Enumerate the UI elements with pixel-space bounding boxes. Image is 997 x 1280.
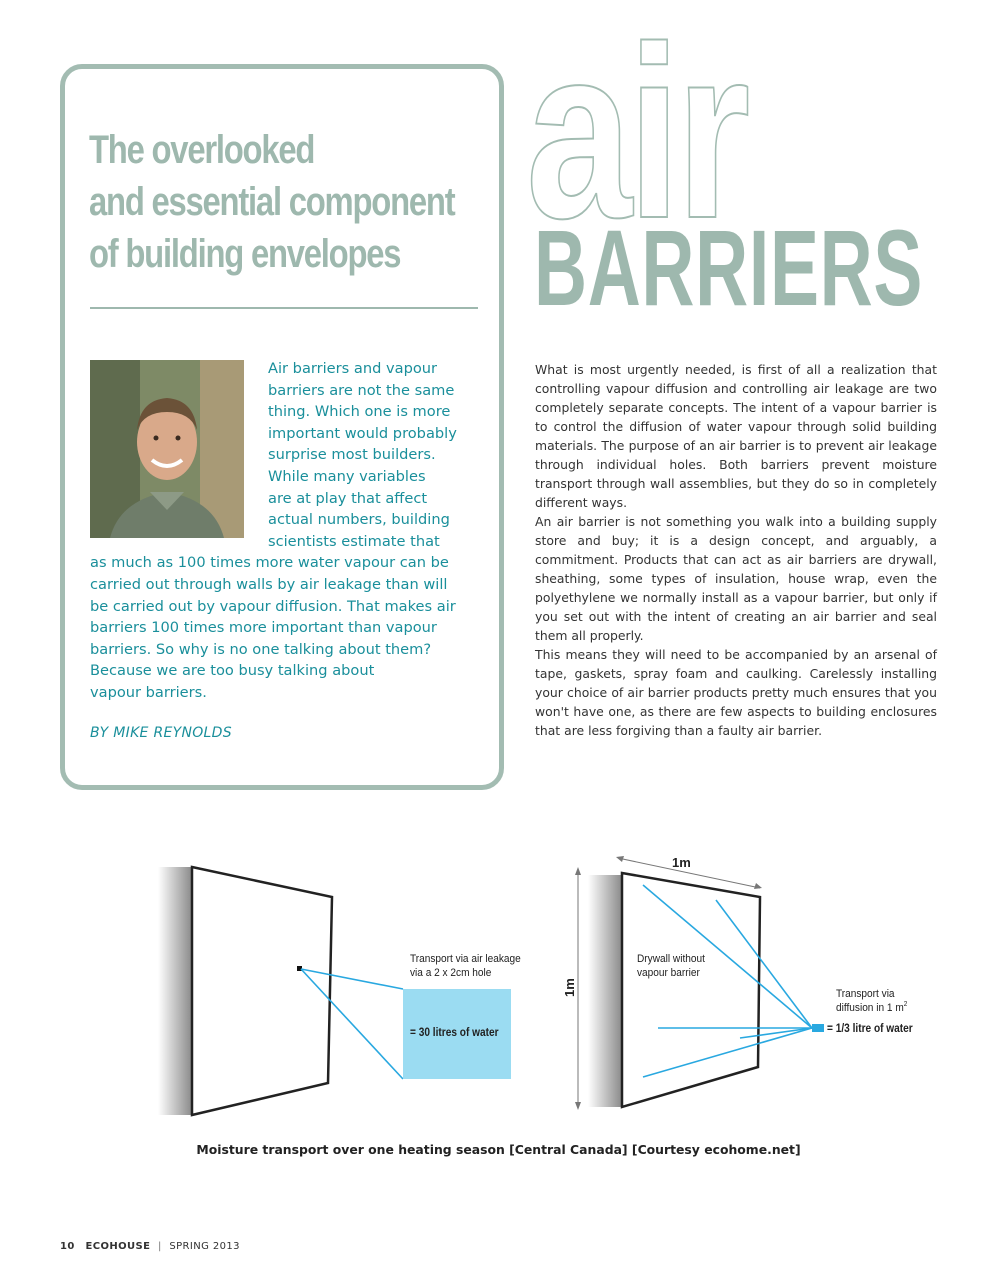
issue-label: SPRING 2013 [169, 1241, 240, 1252]
headline-line: and essential component [89, 180, 455, 224]
body-text [535, 360, 937, 740]
intro-line: Because we are too busy talking about [90, 662, 375, 680]
right-wall-side [588, 875, 622, 1107]
headline-line: The overlooked [89, 128, 315, 172]
intro-line: carried out through walls by air leakage than will [90, 575, 448, 593]
title-barriers: BARRIERS [534, 207, 923, 328]
right-label-line1: Drywall without [637, 952, 705, 966]
right-trans-line2 [836, 1001, 908, 1014]
intro-text [90, 358, 470, 704]
headline [89, 124, 455, 280]
intro-line: barriers 100 times more important than vapour [90, 619, 437, 637]
left-value: = 30 litres of water [410, 1026, 499, 1040]
intro-line: While many variables [268, 467, 426, 485]
figure-caption: Moisture transport over one heating season [Central Canada] [Courtesy ecohome.net] [196, 1142, 801, 1157]
magazine-name: ECOHOUSE [85, 1241, 151, 1252]
right-trans-text: diffusion in 1 m [836, 1001, 904, 1015]
intro-line: are at play that affect [268, 489, 428, 507]
body-paragraph: What is most urgently needed, is first of all a realization that controlling vapour diffusion and controlling air leakage are two completely separate concepts. The intent of a vapour barrier is to control the diffusion of water vapour through solid building materials. The purpose of an air barrier is to prevent air leakage through individual holes. Both barriers prevent moisture transport through wall assemblies, but they do so in completely different ways. [535, 362, 937, 510]
moisture-diagram [150, 845, 940, 1135]
left-label-line1: Transport via air leakage [410, 952, 521, 966]
title-air: air [526, 0, 746, 269]
right-value: = 1/3 litre of water [827, 1022, 913, 1036]
intro-line: vapour barriers. [90, 683, 207, 701]
footer-separator: | [157, 1241, 162, 1252]
right-trans-sup: 2 [903, 1000, 908, 1009]
right-wall-panel [622, 873, 760, 1107]
headline-line: of building envelopes [89, 232, 401, 276]
right-label-line2: vapour barrier [637, 966, 700, 980]
intro-line: important would probably [268, 424, 457, 442]
left-wall-panel [192, 867, 332, 1115]
page-number: 10 [60, 1241, 75, 1252]
intro-line: actual numbers, building [268, 511, 450, 529]
intro-line: as much as 100 times more water vapour can be [90, 554, 449, 572]
headline-rule [90, 307, 478, 309]
intro-line: scientists estimate that [268, 532, 440, 550]
intro-line: barriers. So why is no one talking about them? [90, 640, 432, 658]
intro-line: surprise most builders. [268, 446, 436, 464]
intro-line: be carried out by vapour diffusion. That makes air [90, 597, 456, 615]
left-label-line2: via a 2 x 2cm hole [410, 966, 492, 980]
byline: BY MIKE REYNOLDS [90, 725, 232, 741]
right-trans-line1: Transport via [836, 987, 895, 1001]
intro-line: thing. Which one is more [268, 403, 451, 421]
body-paragraph: This means they will need to be accompanied by an arsenal of tape, gaskets, spray foam and caulking. Carelessly installing your choice of air barrier products pretty much ensures that you won't have one, as there are few aspects to building enclosures that are less forgiving than a faulty air barrier. [535, 647, 937, 738]
page-footer [60, 1241, 240, 1252]
dim-width: 1m [672, 855, 691, 870]
left-wall-side [158, 867, 192, 1115]
intro-line: Air barriers and vapour [268, 360, 438, 377]
dim-height: 1m [562, 978, 577, 997]
diffusion-marker [812, 1024, 824, 1032]
intro-line: barriers are not the same [268, 381, 455, 399]
body-paragraph: An air barrier is not something you walk into a building supply store and buy; it is a design concept, and arguably, a commitment. Products that can act as air barriers are drywall, sheathing, some types of insulation, house wrap, even the polyethylene we normally install as a vapour barrier, but only if you set out with the intent of creating an air barrier and seal them all properly. [535, 514, 937, 643]
